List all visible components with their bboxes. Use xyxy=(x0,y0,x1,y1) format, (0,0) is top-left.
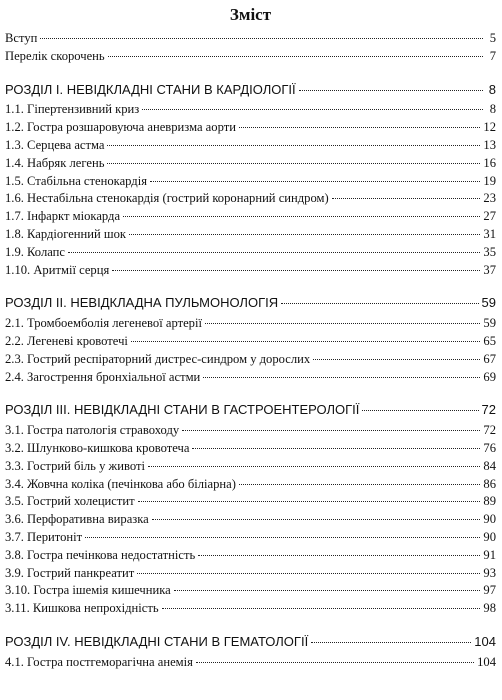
toc-entry[interactable] xyxy=(5,137,496,155)
dot-leader xyxy=(68,252,480,253)
dot-leader xyxy=(85,537,480,538)
toc-entry[interactable] xyxy=(5,101,496,119)
toc-entry[interactable] xyxy=(5,422,496,440)
toc-entry[interactable] xyxy=(5,493,496,511)
toc-entry-label: 1.7. Інфаркт міокарда xyxy=(5,209,121,224)
toc-chapter-heading[interactable] xyxy=(5,633,496,651)
toc-entry[interactable] xyxy=(5,173,496,191)
toc-entry-label: 3.6. Перфоративна виразка xyxy=(5,512,149,527)
toc-entry-label: Перелік скорочень xyxy=(5,48,105,63)
toc-entry[interactable] xyxy=(5,654,496,672)
toc-entry-page: 90 xyxy=(483,529,496,544)
dot-leader xyxy=(162,608,481,609)
toc-entry-label: 3.11. Кишкова непрохідність xyxy=(5,601,159,616)
toc-entry-page: 72 xyxy=(483,423,496,438)
toc-entry-label: 1.8. Кардіогенний шок xyxy=(5,226,127,241)
section-gap xyxy=(5,279,496,294)
toc-entry[interactable] xyxy=(5,458,496,476)
toc-entry-page: 69 xyxy=(483,369,496,384)
toc-entry-page: 8 xyxy=(488,81,496,97)
dot-leader xyxy=(131,341,480,342)
toc-entry-page: 59 xyxy=(481,295,496,311)
section-gap xyxy=(5,66,496,81)
dot-leader xyxy=(362,410,478,411)
toc-entry-page: 104 xyxy=(474,633,496,649)
toc-entry-page: 93 xyxy=(483,565,496,580)
toc-entry-label: РОЗДІЛ І. НЕВІДКЛАДНІ СТАНИ В КАРДІОЛОГІЇ xyxy=(5,81,296,97)
toc-entry[interactable] xyxy=(5,529,496,547)
toc-entry-label: 3.4. Жовчна коліка (печінкова або біліарна) xyxy=(5,476,236,491)
toc-entry-label: 3.8. Гостра печінкова недостатність xyxy=(5,547,196,562)
toc-entry-page: 91 xyxy=(483,547,496,562)
toc-entry[interactable] xyxy=(5,244,496,262)
dot-leader xyxy=(150,181,480,182)
toc-entry[interactable] xyxy=(5,600,496,618)
toc-entry-label: 1.6. Нестабільна стенокардія (гострий коронарний синдром) xyxy=(5,191,329,206)
toc-entry-page: 59 xyxy=(483,316,496,331)
dot-leader xyxy=(148,466,480,467)
toc-entry[interactable] xyxy=(5,476,496,494)
toc-entry-label: 2.3. Гострий респіраторний дистрес-синдром у дорослих xyxy=(5,351,311,366)
dot-leader xyxy=(203,377,480,378)
section-gap xyxy=(5,618,496,633)
toc-entry-page: 76 xyxy=(483,440,496,455)
dot-leader xyxy=(142,109,483,110)
dot-leader xyxy=(281,303,478,304)
dot-leader xyxy=(205,323,480,324)
dot-leader xyxy=(239,484,480,485)
dot-leader xyxy=(137,573,480,574)
toc-entry-label: 4.1. Гостра постгеморагічна анемія xyxy=(5,654,193,669)
toc-entry[interactable] xyxy=(5,190,496,208)
toc-entry-page: 19 xyxy=(483,173,496,188)
toc-entry-page: 16 xyxy=(483,155,496,170)
toc-entry[interactable] xyxy=(5,582,496,600)
section-gap xyxy=(5,386,496,401)
toc-entry-page: 65 xyxy=(483,333,496,348)
toc-entry-label: 1.9. Колапс xyxy=(5,244,65,259)
toc-entry-page: 97 xyxy=(483,583,496,598)
dot-leader xyxy=(239,127,480,128)
toc-entry-page: 23 xyxy=(483,191,496,206)
toc-entry-label: 2.4. Загострення бронхіальної астми xyxy=(5,369,201,384)
toc-entry-page: 72 xyxy=(481,402,496,418)
toc-chapter-heading[interactable] xyxy=(5,294,496,312)
toc-entry-label: 3.5. Гострий холецистит xyxy=(5,494,135,509)
dot-leader xyxy=(174,590,481,591)
dot-leader xyxy=(332,198,481,199)
toc-entry-label: 1.1. Гіпертензивний криз xyxy=(5,102,140,117)
dot-leader xyxy=(138,501,481,502)
toc-front-matter xyxy=(5,30,496,66)
toc-entry-page: 89 xyxy=(483,494,496,509)
toc-entry-page: 84 xyxy=(483,458,496,473)
toc-entry-page: 12 xyxy=(483,120,496,135)
dot-leader xyxy=(299,90,483,91)
dot-leader xyxy=(313,359,480,360)
toc-entry[interactable] xyxy=(5,315,496,333)
toc-entry-label: 1.5. Стабільна стенокардія xyxy=(5,173,147,188)
page-title: Зміст xyxy=(229,5,272,24)
toc-entry-label: 3.7. Перитоніт xyxy=(5,529,83,544)
toc-entry-page: 86 xyxy=(483,476,496,491)
toc-entry-page: 35 xyxy=(483,244,496,259)
toc-chapter-heading[interactable] xyxy=(5,401,496,419)
toc-entry-page: 104 xyxy=(477,654,496,669)
toc-entry[interactable] xyxy=(5,511,496,529)
toc-entry-page: 7 xyxy=(489,48,496,63)
dot-leader xyxy=(196,662,474,663)
toc-entry[interactable] xyxy=(5,262,496,280)
toc-entry-label: 1.10. Аритмії серця xyxy=(5,262,110,277)
toc-entry[interactable] xyxy=(5,119,496,137)
toc-entry[interactable] xyxy=(5,208,496,226)
toc-entry-page: 31 xyxy=(483,226,496,241)
toc-entry-label: 3.2. Шлунково-кишкова кровотеча xyxy=(5,440,190,455)
dot-leader xyxy=(112,270,480,271)
toc-entry-label: 3.1. Гостра патологія стравоходу xyxy=(5,423,180,438)
dot-leader xyxy=(107,163,480,164)
toc-entry[interactable] xyxy=(5,333,496,351)
toc-entry-page: 90 xyxy=(483,512,496,527)
dot-leader xyxy=(40,38,483,39)
toc-entry-page: 27 xyxy=(483,209,496,224)
dot-leader xyxy=(123,216,480,217)
toc-entry-abbreviations[interactable] xyxy=(5,48,496,66)
dot-leader xyxy=(192,448,480,449)
toc-entry[interactable] xyxy=(5,369,496,387)
dot-leader xyxy=(182,430,480,431)
toc-entry-label: 3.3. Гострий біль у животі xyxy=(5,458,145,473)
toc-sections xyxy=(5,66,496,672)
toc-entry-label: РОЗДІЛ ІІ. НЕВІДКЛАДНА ПУЛЬМОНОЛОГІЯ xyxy=(5,295,279,311)
toc-entry-label: 1.4. Набряк легень xyxy=(5,155,105,170)
dot-leader xyxy=(107,145,480,146)
toc-entry[interactable] xyxy=(5,351,496,369)
dot-leader xyxy=(108,56,483,57)
toc-entry-label: РОЗДІЛ IV. НЕВІДКЛАДНІ СТАНИ В ГЕМАТОЛОГІЇ xyxy=(5,633,309,649)
toc-entry[interactable] xyxy=(5,565,496,583)
toc-entry[interactable] xyxy=(5,547,496,565)
toc-entry[interactable] xyxy=(5,226,496,244)
toc-entry-label: Вступ xyxy=(5,31,38,45)
toc-entry-page: 98 xyxy=(483,601,496,616)
toc-entry-page: 8 xyxy=(489,102,496,117)
toc-entry[interactable] xyxy=(5,155,496,173)
toc-entry-page: 5 xyxy=(489,31,496,45)
toc-entry-page: 37 xyxy=(483,262,496,277)
toc-entry-label: 3.10. Гостра ішемія кишечника xyxy=(5,583,171,598)
toc-entry-label: 1.2. Гостра розшаровуюча аневризма аорти xyxy=(5,120,236,135)
dot-leader xyxy=(198,555,480,556)
toc-entry-label: 3.9. Гострий панкреатит xyxy=(5,565,135,580)
toc-entry-label: 2.2. Легеневі кровотечі xyxy=(5,333,128,348)
dot-leader xyxy=(152,519,481,520)
toc-entry-label: РОЗДІЛ ІІІ. НЕВІДКЛАДНІ СТАНИ В ГАСТРОЕНТЕРОЛОГІЇ xyxy=(5,402,360,418)
toc-entry-label: 2.1. Тромбоемболія легеневої артерії xyxy=(5,316,202,331)
toc-chapter-heading[interactable] xyxy=(5,81,496,99)
dot-leader xyxy=(129,234,480,235)
dot-leader xyxy=(311,642,471,643)
toc-entry-page: 67 xyxy=(483,351,496,366)
toc-entry-label: 1.3. Серцева астма xyxy=(5,137,105,152)
toc-entry-intro[interactable] xyxy=(5,30,496,48)
toc-entry[interactable] xyxy=(5,440,496,458)
toc-entry-page: 13 xyxy=(483,137,496,152)
